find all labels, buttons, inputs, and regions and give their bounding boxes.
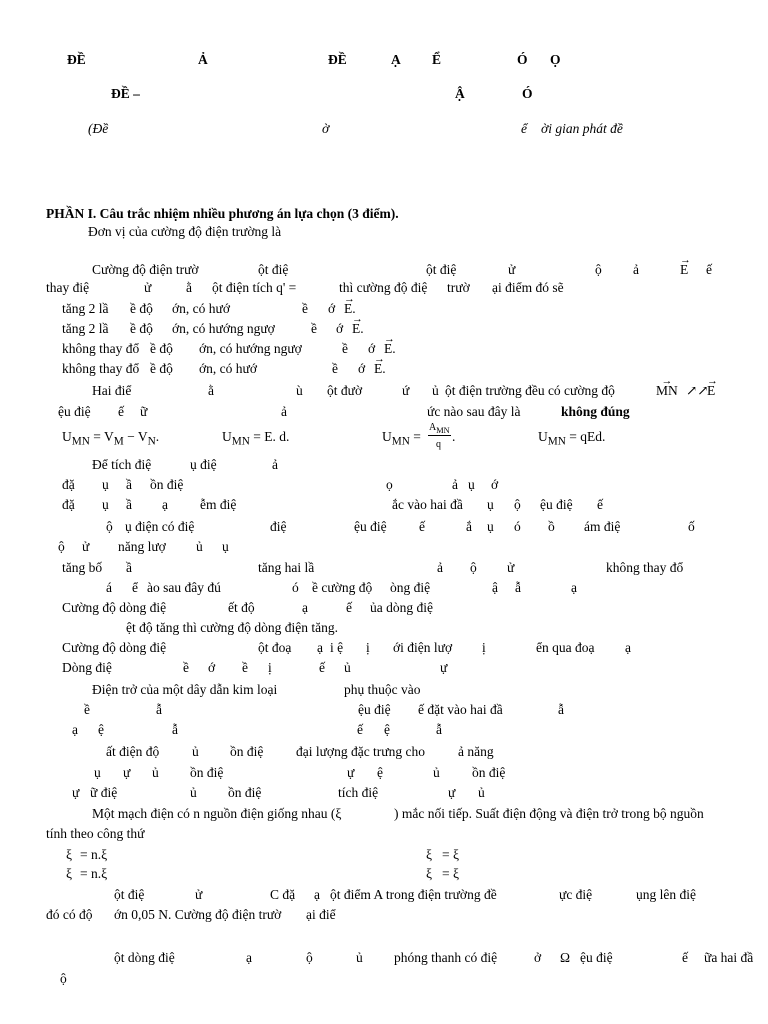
option-text: ụ — [94, 765, 101, 780]
question-text: ụng lên điệ — [636, 887, 696, 902]
option-text: ẫ — [558, 702, 564, 717]
formula-fraction-denominator: q — [436, 439, 441, 450]
question-text: ủ — [196, 539, 203, 554]
question-text: ột điểm A trong điện trường đề — [330, 887, 497, 902]
option-text: ệu điệ — [358, 702, 391, 717]
option-text: ề — [242, 660, 248, 675]
option-text: ẫ — [172, 722, 178, 737]
formula-option: $U_{MN}$ = — [382, 429, 421, 448]
question-text: ột điệ — [426, 262, 457, 277]
option-text: ệ — [98, 722, 104, 737]
header-fragment: ĐỀ — [328, 52, 347, 67]
question-text: òng điệ — [390, 580, 431, 595]
header-fragment: Ể — [432, 52, 442, 67]
question-text: ế — [118, 404, 124, 419]
question-text: thì cường độ điệ — [339, 280, 428, 295]
option-text: ề độ — [130, 301, 153, 316]
header-fragment: ĐỀ — [67, 52, 86, 67]
option-text: ớ — [336, 321, 344, 336]
option-text: đặ — [62, 477, 75, 492]
formula-option: ξ — [426, 866, 433, 881]
option-text: i ệ — [330, 640, 344, 655]
formula-option: = n.ξ — [80, 866, 108, 881]
question-text: ) mắc nối tiếp. Suất điện động và điện trở trong bộ nguồn — [394, 806, 704, 821]
question-text: ột điệ — [114, 887, 145, 902]
header-fragment: Ó — [522, 86, 533, 101]
question-text: ụ điện có điệ — [125, 519, 195, 534]
question-text: thay điệ — [46, 280, 90, 295]
question-text: ạ — [314, 887, 320, 902]
option-text: ớn, có hướng ngượ — [199, 341, 302, 356]
question-text: ột dòng điệ — [114, 950, 175, 965]
formula-option: ξ — [426, 847, 433, 862]
formula-option: = ξ — [442, 866, 460, 881]
question-text: Để tích điệ — [92, 457, 152, 472]
option-text: tăng 2 lầ — [62, 321, 109, 336]
option-text: ớn, có hướng ngượ — [172, 321, 275, 336]
header-note: ờ — [322, 121, 330, 136]
option-text: ề độ — [130, 321, 153, 336]
question-text: ụ — [487, 519, 494, 534]
option-text: ả — [452, 477, 458, 492]
option-text: ớ — [358, 361, 366, 376]
question-text: ù — [296, 383, 303, 398]
header-note: ể — [521, 121, 527, 136]
option-text: đặ — [62, 497, 75, 512]
question-text: ồ — [548, 519, 555, 534]
question-text: á — [106, 580, 112, 595]
question-text: ở — [534, 950, 542, 965]
question-text: phụ thuộc vào — [344, 682, 421, 697]
formula-option: = n.ξ — [80, 847, 108, 862]
question-text: ạ — [571, 580, 577, 595]
question-text: ó — [292, 580, 299, 595]
question-text: ↗↗ — [686, 383, 709, 398]
option-text: ồn điệ — [228, 785, 262, 800]
question-text: ớn 0,05 N. Cường độ điện trườ — [114, 907, 282, 922]
option-text: ủ — [433, 765, 440, 780]
vector-symbol: → E — [680, 263, 688, 277]
option-text: ế đặt vào hai đầ — [418, 702, 503, 717]
question-text: ộ — [595, 262, 602, 277]
question-text: ám điệ — [584, 519, 621, 534]
option-text: ề độ — [150, 341, 173, 356]
question-text: tính theo công thứ — [46, 826, 145, 841]
question-text: ột đườ — [327, 383, 363, 398]
option-text: ồn điệ — [190, 765, 224, 780]
question-text: phóng thanh có điệ — [394, 950, 498, 965]
question-text: C đặ — [270, 887, 296, 902]
question-text: ột điện tích q' = — [212, 280, 297, 295]
option-text: ớ — [328, 301, 336, 316]
question-text: ủ — [432, 383, 439, 398]
question-text: Hai điể — [92, 383, 132, 398]
option-text: ồn điệ — [150, 477, 184, 492]
question-text: ó — [514, 519, 521, 534]
question-text: ậ — [492, 580, 498, 595]
question-text: đó có độ — [46, 907, 93, 922]
option-text: ạ — [72, 722, 78, 737]
option-text: ị — [482, 640, 486, 655]
header-fragment: ĐỀ – — [111, 86, 140, 101]
option-text: ự — [448, 785, 456, 800]
question-text: trườ — [447, 280, 470, 295]
option-text: ọ — [386, 477, 393, 492]
question-text: Một mạch điện có n nguồn điện giống nhau (ξ — [92, 806, 342, 821]
question-text: ử — [508, 262, 516, 277]
option-text: ạ — [317, 640, 323, 655]
option-text: ạ — [162, 497, 168, 512]
question-text: ất điện độ — [106, 744, 160, 759]
option-text: ớ — [368, 341, 376, 356]
option-text: ủ — [344, 660, 351, 675]
question-text: ẫ — [515, 580, 521, 595]
question-text: ế — [682, 950, 688, 965]
emphasis-text: không đúng — [561, 404, 630, 419]
question-text: ệu điệ — [58, 404, 91, 419]
question-text: ộ — [306, 950, 313, 965]
option-text: ới điện lượ — [393, 640, 453, 655]
option-text: ủ — [190, 785, 197, 800]
option-text: không thay đổ — [606, 560, 684, 575]
question-text: ức nào sau đây là — [427, 404, 521, 419]
option-text: Cường độ dòng điệ — [62, 640, 167, 655]
formula-fraction-numerator: $A_{MN}$ — [429, 422, 450, 435]
formula-option: = ξ — [442, 847, 460, 862]
question-text: Cường độ điện trườ — [92, 262, 199, 277]
option-text: ề — [84, 702, 90, 717]
vector-symbol: → E. — [374, 362, 386, 376]
option-text: ột đoạ — [258, 640, 292, 655]
option-text: ộ — [514, 497, 521, 512]
option-text: ộ — [470, 560, 477, 575]
question-text: ộ — [106, 519, 113, 534]
option-text: tích điệ — [338, 785, 379, 800]
question-text: Đơn vị của cường độ điện trường là — [88, 224, 282, 239]
option-text: ạ — [625, 640, 631, 655]
question-text: ào sau đây đú — [147, 580, 221, 595]
question-text: điệ — [270, 519, 287, 534]
option-text: ế — [346, 600, 352, 615]
header-fragment: Ọ — [550, 52, 561, 67]
question-text: ủ — [192, 744, 199, 759]
option-text: ệu điệ — [540, 497, 573, 512]
question-text: ử — [144, 280, 152, 295]
question-text: ể — [132, 580, 138, 595]
header-fragment: Ậ — [455, 86, 465, 101]
question-text: ộ — [58, 539, 65, 554]
question-text: ằ — [186, 280, 192, 295]
option-text: ệ — [384, 722, 390, 737]
option-text: ết độ — [228, 600, 255, 615]
option-text: ụ — [102, 477, 109, 492]
option-text: ề — [302, 301, 308, 316]
option-text: ẫ — [436, 722, 442, 737]
question-text: ả — [633, 262, 639, 277]
header-note: ời gian phát đề — [541, 121, 623, 136]
question-text: ả — [281, 404, 287, 419]
option-text: Dòng điệ — [62, 660, 112, 675]
header-fragment: Ó — [517, 52, 528, 67]
option-text: ử — [507, 560, 515, 575]
question-text: ề cường độ — [312, 580, 373, 595]
header-fragment: Ạ — [391, 52, 401, 67]
option-text: ủa dòng điệ — [370, 600, 433, 615]
option-text: ụ — [487, 497, 494, 512]
formula-option: ξ — [66, 866, 73, 881]
question-text: ố — [688, 519, 695, 534]
option-text: ự — [72, 785, 80, 800]
question-text: ột điện trường đều có cường độ — [445, 383, 615, 398]
vector-symbol: → E. — [352, 322, 364, 336]
option-text: ệ — [377, 765, 383, 780]
option-text: ề — [311, 321, 317, 336]
question-text: ạ — [246, 950, 252, 965]
option-text: ồn điệ — [472, 765, 506, 780]
option-text: ễm điệ — [200, 497, 237, 512]
option-text: ầ — [126, 477, 132, 492]
option-text: ề — [183, 660, 189, 675]
vector-symbol: → E. — [384, 342, 396, 356]
option-text: ề — [342, 341, 348, 356]
vector-symbol: → E. — [344, 302, 356, 316]
question-text: ụ điệ — [190, 457, 217, 472]
option-text: không thay đổ — [62, 341, 140, 356]
vector-symbol: → MN — [656, 384, 678, 398]
question-text: Ω — [560, 950, 571, 965]
option-text: ớ — [491, 477, 499, 492]
question-text: ệu điệ — [354, 519, 387, 534]
option-text: ị — [366, 640, 370, 655]
option-text: tăng 2 lầ — [62, 301, 109, 316]
question-text: ữ — [140, 404, 148, 419]
question-text: năng lượ — [118, 539, 166, 554]
option-text: ề độ — [150, 361, 173, 376]
question-text: ụ — [222, 539, 229, 554]
question-text: ứ — [402, 383, 410, 398]
option-text: ị — [268, 660, 272, 675]
option-text: ế — [319, 660, 325, 675]
option-text: ụ — [102, 497, 109, 512]
option-text: không thay đổ — [62, 361, 140, 376]
section-title: PHẦN I. Câu trắc nhiệm nhiều phương án lựa chọn (3 điểm). — [46, 206, 399, 221]
question-text: Điện trở của một dây dẫn kim loại — [92, 682, 278, 697]
formula-option: ξ — [66, 847, 73, 862]
question-text: ằ — [208, 383, 214, 398]
option-text: ự — [347, 765, 355, 780]
option-text: ạ — [302, 600, 308, 615]
question-text: ữa hai đầ — [704, 950, 754, 965]
question-text: ủ — [356, 950, 363, 965]
question-text: ử — [82, 539, 90, 554]
question-text: ế — [419, 519, 425, 534]
question-text: ột điệ — [258, 262, 289, 277]
question-text: ả năng — [458, 744, 494, 759]
option-text: ụ — [468, 477, 475, 492]
question-text: ệu điệ — [580, 950, 613, 965]
question-text: ả — [272, 457, 278, 472]
option-text: tăng bố — [62, 560, 103, 575]
option-text: ế — [597, 497, 603, 512]
question-text: ử — [195, 887, 203, 902]
option-text: Cường độ dòng điệ — [62, 600, 167, 615]
option-text: ầ — [126, 497, 132, 512]
question-text: ộ — [60, 971, 67, 986]
question-text: ắ — [466, 519, 472, 534]
formula-option: $U_{MN} = V_M - V_N$. — [62, 429, 160, 448]
option-text: ề — [332, 361, 338, 376]
header-fragment: Ả — [198, 52, 208, 67]
header-note: (Đề — [88, 121, 109, 136]
option-text: ế — [357, 722, 363, 737]
formula-end: . — [452, 429, 456, 444]
formula-option: $U_{MN} = E$. d. — [222, 429, 290, 448]
option-text: ển qua đoạ — [536, 640, 595, 655]
question-text: ại điể — [306, 907, 336, 922]
option-text: ớ — [208, 660, 216, 675]
option-text: ủ — [478, 785, 485, 800]
option-text: ẫ — [156, 702, 162, 717]
option-text: ầ — [126, 560, 132, 575]
option-text: ự — [440, 660, 448, 675]
formula-option: $U_{MN}$ = qEd. — [538, 429, 606, 448]
option-text: ủ — [152, 765, 159, 780]
option-text: ớn, có hướ — [172, 301, 230, 316]
option-text: tăng hai lầ — [258, 560, 315, 575]
option-text: ả — [437, 560, 443, 575]
option-text: ệt độ tăng thì cường độ dòng điện tăng. — [126, 620, 339, 635]
question-text: ực điệ — [559, 887, 593, 902]
question-text: ồn điệ — [230, 744, 264, 759]
option-text: ữ điệ — [90, 785, 118, 800]
vector-symbol: → E — [707, 384, 715, 398]
question-text: ại điểm đó sẽ — [492, 280, 564, 295]
question-text: ế — [706, 262, 712, 277]
option-text: ự — [123, 765, 131, 780]
option-text: ớn, có hướ — [199, 361, 257, 376]
option-text: ắc vào hai đầ — [392, 497, 463, 512]
question-text: đại lượng đặc trưng cho — [296, 744, 425, 759]
